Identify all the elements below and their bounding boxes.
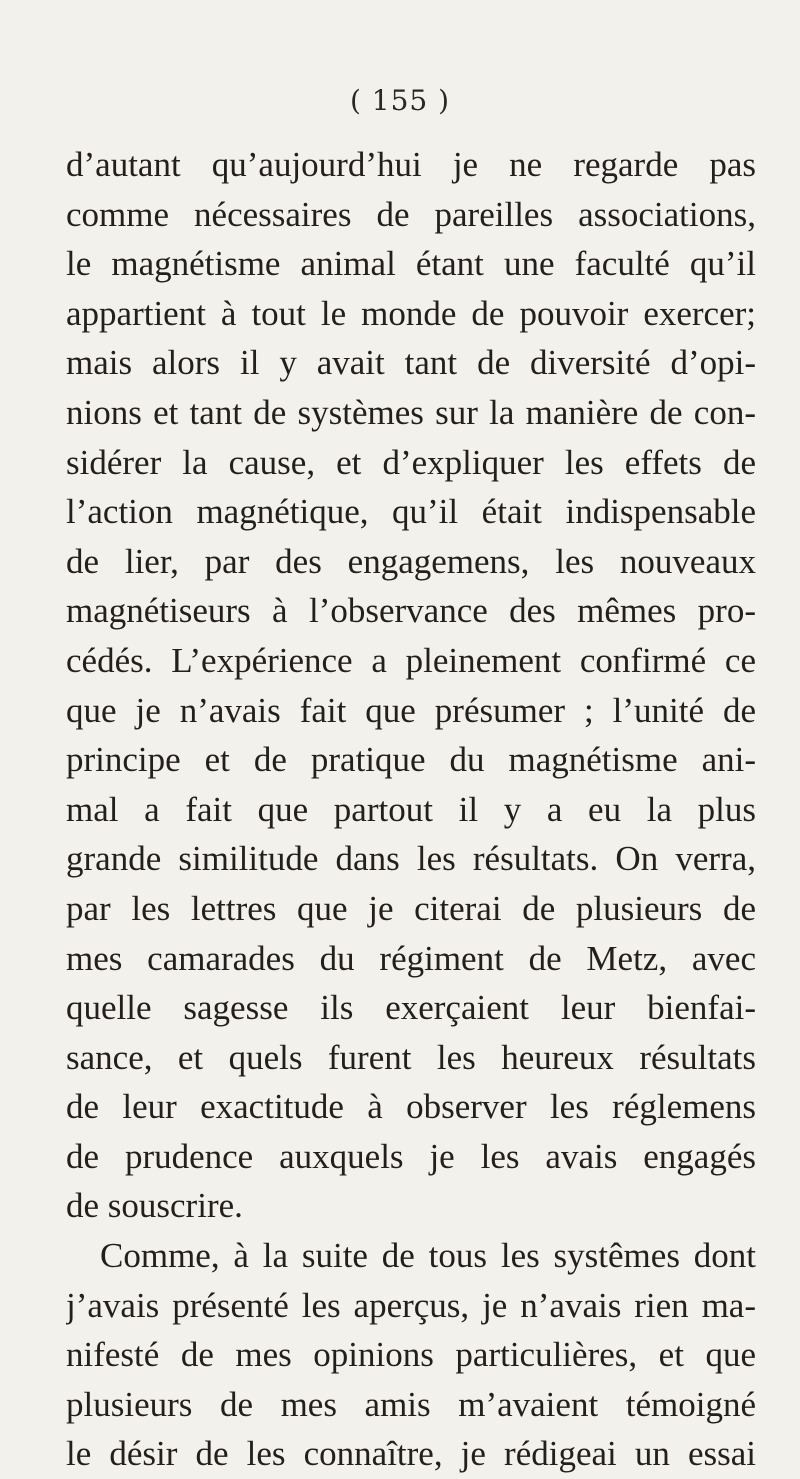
text-line: le désir de les connaître, je rédigeai un essai (66, 1434, 756, 1474)
page-number: ( 155 ) (349, 84, 451, 117)
text-line: nions et tant de systèmes sur la manière de con- (66, 392, 756, 432)
text-line: magnétiseurs à l’observance des mêmes pro- (66, 591, 756, 631)
text-line: mes camarades du régiment de Metz, avec (66, 938, 756, 978)
text-line: mal a fait que partout il y a eu la plus (66, 789, 756, 829)
text-line: principe et de pratique du magnétisme ani- (66, 740, 756, 780)
text-line: quelle sagesse ils exerçaient leur bienfai- (66, 988, 756, 1028)
body-text (66, 140, 756, 1479)
text-line: le magnétisme animal étant une faculté qu’il (66, 244, 756, 284)
text-line: d’autant qu’aujourd’hui je ne regarde pas (66, 145, 756, 184)
text-line: comme nécessaires de pareilles associations, (66, 194, 756, 234)
text-line: par les lettres que je citerai de plusieurs de (66, 888, 756, 928)
text-line: grande similitude dans les résultats. On verra, (66, 839, 756, 879)
text-line: Comme, à la suite de tous les systêmes dont (100, 1236, 756, 1276)
text-line: nifesté de mes opinions particulières, et que (66, 1335, 756, 1375)
text-line: de souscrire. (66, 1186, 243, 1226)
text-line: mais alors il y avait tant de diversité d’opi- (66, 343, 756, 383)
text-line: que je n’avais fait que présumer ; l’unité de (66, 690, 756, 730)
text-line: l’action magnétique, qu’il était indispensable (66, 492, 756, 532)
text-line: sidérer la cause, et d’expliquer les effets de (66, 442, 756, 482)
text-line: cédés. L’expérience a pleinement confirmé ce (66, 640, 756, 680)
text-line: de prudence auxquels je les avais engagés (66, 1136, 756, 1176)
text-line: j’avais présenté les aperçus, je n’avais rien ma- (66, 1285, 756, 1325)
text-line: de leur exactitude à observer les réglemens (66, 1087, 756, 1127)
text-line: sance, et quels furent les heureux résultats (66, 1037, 756, 1077)
text-line: plusieurs de mes amis m’avaient témoigné (66, 1384, 756, 1424)
text-line: appartient à tout le monde de pouvoir exercer; (66, 293, 756, 333)
text-line: de lier, par des engagemens, les nouveaux (66, 541, 756, 581)
